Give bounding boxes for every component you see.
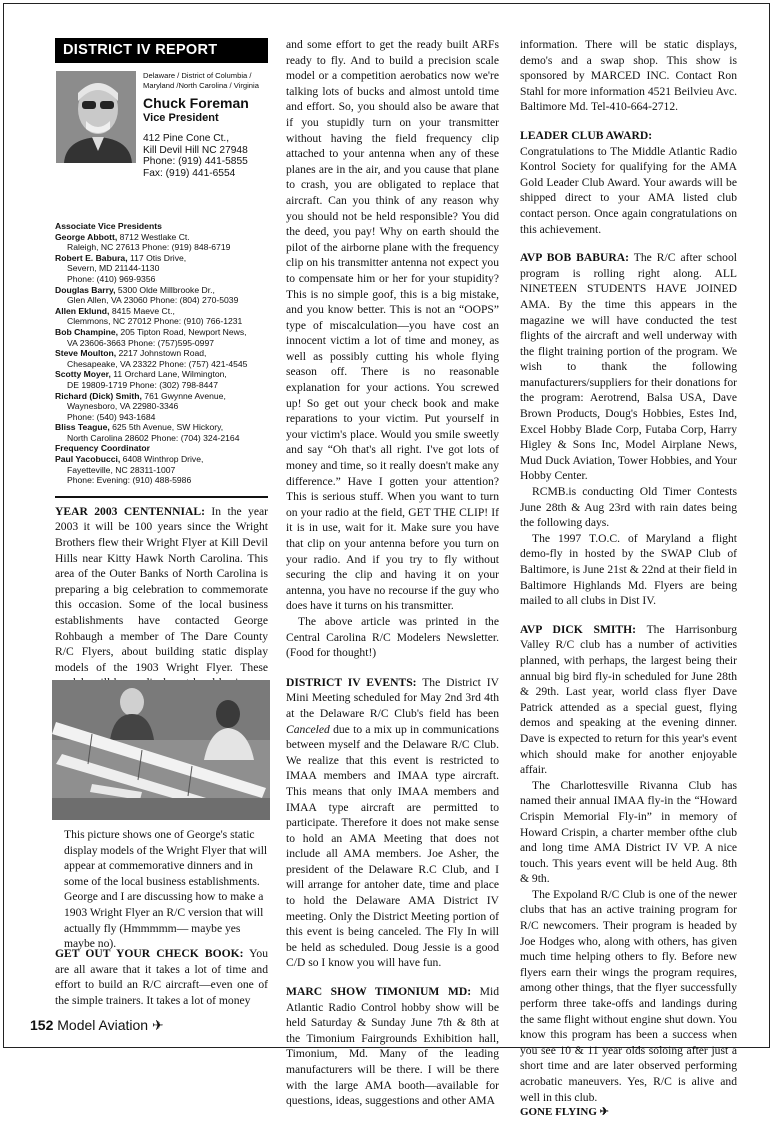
vp-name: Chuck Foreman: [143, 95, 249, 111]
checkbook-section: GET OUT YOUR CHECK BOOK: You are all aware that it takes a lot of time and effort to build an R/C aircraft—even one of the simple trainers. It takes a lot of money: [55, 947, 268, 1007]
avp-bob-babura: AVP BOB BABURA: The R/C after school program is rolling right along. ALL NINETEEN STUDENTS HAVE JOINED AMA. By the time this appears in the magazine we will have conducted the test flights of the aircraft and well underway with the flight training portion of the program. We wish to thank the following manufacturers/suppliers for their donations for the program: Aerotrend, Balsa USA, Dave Brown Products, Doug's Hobbies, Estes Ind, Excel Hobby Blade Corp, Futaba Corp, Harry Higley & Sons Inc, Model Airplane News, Mud Duck Aviation, Tower Hobbies, and Your Hobby Center.: [520, 251, 737, 483]
page-number: 152: [30, 1017, 54, 1033]
vp-portrait-photo: [56, 71, 136, 163]
photo-caption: This picture shows one of George's static display models of the Wright Flyer that will appear at commemorative dinners and in some of the local business establishments. George and I are discussing how to make a 1903 Wright Flyer an R/C version that will actually fly (Hmmmmm— maybe yes maybe no).: [64, 828, 268, 951]
magazine-name: Model Aviation: [57, 1017, 149, 1033]
expoland-paragraph: The Expoland R/C Club is one of the newer clubs that has an active training program for R/C newcomers. Their program is headed by Joe Hodges who, along with others, has given much time helping others to fly. Before new flyers earn their wings the program requires, among other things, that the flyer successfully perform three take-offs and landings during the same flight without engine shut down. You know this program has been a success when you see 10 & 11 year olds soloing after just a short time and are later observed performing acrobatic maneuvers. Yes, R/C is alive and well in this club.: [520, 887, 737, 1104]
centennial-paragraph: YEAR 2003 CENTENNIAL: In the year 2003 it will be 100 years since the Wright Brothers flew their Wright Flyer at Kill Devil Hills near Kitty Hawk North Carolina. This area of the Outer Banks of North Carolina is preparing a big celebration to commemorate this occasion. Some of the local business establishments have contacted George Rohbaugh a member of The Dare County R/C Flyers, about building static display models of the 1903 Wright Flyer. These: [55, 504, 268, 674]
district-events: DISTRICT IV EVENTS: The District IV Mini Meeting scheduled for May 2nd 3rd 4th at the Delaware R/C Club's field has been Canceled due to a mix up in communications between myself and the Delaware R/C Club. We realize that this event is restricted to IMAA members and IMAA type aircraft. This means that only IMAA members and IMAA type aircraft are permitted to participate. Therefore it does not make sense to hold an AMA Meeting that does not include all AMA members. Joe Asher, the president of the Delaware R.C Club, and I will arrange for antoher date, time and place to hold the Delaware AMA District IV meeting. Only the District Meeting portion of this event is being canceled. The Fly In will be held as scheduled. Doug Jessie is a good C/D so I know you will have fun.: [286, 675, 499, 970]
marc-continued: information. There will be static displays, demo's and a swap shop. This show is sponsored by MARCED INC. Contact Ron Stahl for more information 4521 Beilvieu Avc. Baltimore Md. Tel-410-664-2712.: [520, 38, 737, 114]
column-2: [286, 40, 499, 1109]
checkbook-continued: and some effort to get the ready built ARFs ready to fly. And to build a precision scale model or a competition aerobatics now we're talking lots of bucks and almost untold time and effort. So, you should also be aware that if you stupidly turn on your transmitter without having the field frequency clip attached to your antenna when any of these planes are in the air, and you cause that plane to crash, you are obligated to replace that aircraft. Can you think of any reason why you should not be held responsible? You did the deed, you pay! Why on earth should the pilot of the airborne plane with the frequency clip on his transmitter antenna not expect you to compensate him or her for your stupidity? This is no simple goof, this is a big mistake, and you know better. This is not an “OOPS” type of miscalculation—you have cost an innocent victim a lot of time and money, as well as possibly cutting his whole flying season off. There is no reasonable explanation for your actions. You screwed up! So get out your check book and make reparations to your victim. Put yourself in your victim's place. Would you smile sweetly and say “Oh that's all right. I've got lots of money and time, so it really doesn't make any difference.” Have I gotten your attention? This is serious stuff. When you want to turn on your radio at the field, GET THE CLIP! If it is in use, wait for it. Make sure you have that clip on your antenna before you turn on your radio. And if you try to fly without securing the clip and having it on your antenna, you have no recourse if the guy who does have it turns on his transmitter.: [286, 38, 499, 613]
newsletter-note: The above article was printed in the Central Carolina R/C Modelers Newsletter. (Food for thought!): [286, 614, 499, 660]
charlottesville-paragraph: The Charlottesville Rivanna Club has named their annual IMAA fly-in the “Howard Crispin Memorial Fly-in” in memory of Howard Crispin, a charter member ofthe club and long time AMA District IV VP. A nice touch. This years event will be held Aug. 8th & 9th.: [520, 778, 737, 886]
column-1: [55, 38, 268, 722]
divider: [55, 496, 268, 498]
leader-club-heading: LEADER CLUB AWARD:: [520, 128, 653, 142]
avp-dick-smith: AVP DICK SMITH: The Harrisonburg Valley R/C club has a number of activities planned, with perhaps, the largest being their annual big bird fly-in scheduled for June 28th & 29th. Last year, world class flyer Dave Patrick attended as a special guest, flying demos and speaking at the evening dinner. Dave is expected to return for this year's event which should make for another enjoyable affair.: [520, 622, 737, 777]
vp-address: 412 Pine Cone Ct., Kill Devil Hill NC 27948 Phone: (919) 441-5855 Fax: (919) 441-6554: [143, 133, 248, 179]
wright-flyer-photo: [52, 680, 270, 820]
column-3: [520, 40, 737, 1121]
vp-title: Vice President: [143, 112, 219, 124]
plane-icon: ✈: [151, 1017, 164, 1033]
associate-vp-list: Associate Vice Presidents George Abbott, 8712 Westlake Ct. Raleigh, NC 27613 Phone: (919) 848-6719 Robert E. Babura, 117 Otis Drive, Severn, MD 21144-1130 Phone: (410) 969-9356 Douglas Barry, 5300 Olde Millbrooke Dr., Glen Allen, VA 23060 Phone: (804) 270-5039 Allen Eklund, 8415 Maeve Ct., Clemmons, NC 27012 Phone: (910) 766-1231 Bob Champine, 205 Tipton Road, Newport News, VA 23606-3663 Phone: (757)595-0997 Steve Moulton, 2217 Johnstown Road, Chesapeake, VA 23322 Phone: (757) 421-4545 Scotty Moyer, 11 Orchard Lane, Wilmington, DE 19809-1719 Phone: (302) 798-8447 Richard (Dick) Smith, 761 Gwynne Avenue, Waynesboro, VA 22980-3346 Phone: (540) 943-1684 Bliss Teague, 625 5th Avenue, SW Hickory, North Carolina 28602 Phone: (704) 324-2164 Frequency Coordinator Paul Yacobucci, 6408 Winthrop Drive, Fayetteville, NC 28311-1007 Phone: Evening: (910) 488-5986: [55, 221, 248, 486]
gone-flying-signoff: GONE FLYING ✈: [520, 1106, 609, 1119]
page-footer: [30, 1017, 164, 1034]
marc-show: MARC SHOW TIMONIUM MD: Mid Atlantic Radio Control hobby show will be held Saturday & Sunday June 7th & 8th at the Timonium Fairgrounds Exhibition hall, Timonium, Md. Many of the leading manufacturers will be there. I will be there with the large AMA booth—available for questions, ideas, suggestions and other AMA: [286, 985, 499, 1108]
toc-paragraph: The 1997 T.O.C. of Maryland a flight demo-fly in hosted by the SWAP Club of Baltimore, is June 21st & 22nd at their field in Baltimore Highlands Md. Flyers are being mailed to all clubs in Dist IV.: [520, 531, 737, 608]
states-list: Delaware / District of Columbia / Maryland /North Carolina / Virginia: [143, 71, 259, 90]
rcmb-paragraph: RCMB.is conducting Old Timer Contests June 28th & Aug 23rd with rain dates being the following days.: [520, 485, 737, 530]
section-banner: DISTRICT IV REPORT: [55, 38, 268, 63]
leader-club-text: Congratulations to The Middle Atlantic Radio Kontrol Society for qualifying for the AMA Gold Leader Club Award. Your awards will be shipped direct to your AMA listed club contact person. Once again congratulations on this achievement.: [520, 144, 737, 236]
